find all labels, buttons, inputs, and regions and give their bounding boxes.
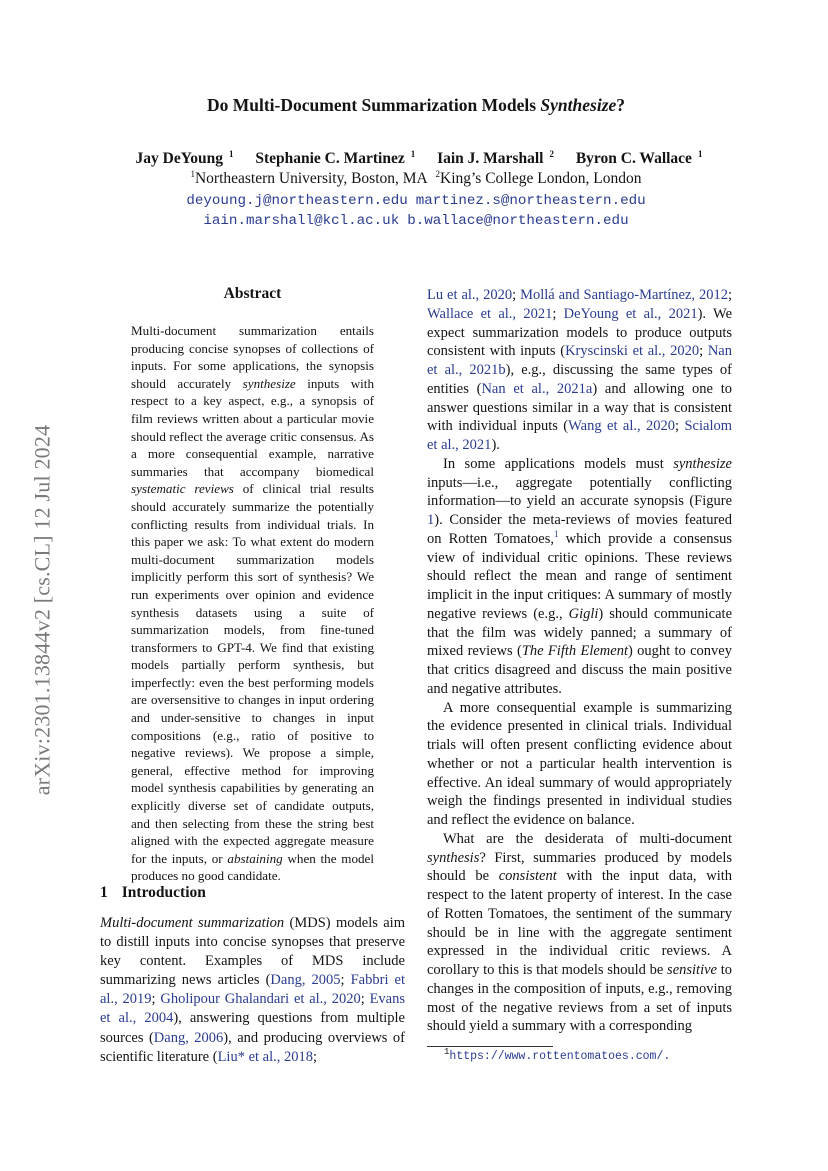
- intro-paragraph: Multi-document summarization (MDS) models aim to distill inputs into concise synopses that preserve key content. Examples of MDS include summarizing news articles (Dang, 2005; Fabbri et al., 2019; Gholipour Ghalandari et al., 2020; Evans et al., 2004), answering questions from multiple sources (Dang, 2006), and producing overviews of scientific literature (Liu* et al., 2018;: [100, 915, 405, 1065]
- body-paragraph: What are the desiderata of multi-document synthesis? First, summaries produced by models should be consistent with the input data, with respect to the latent property of interest. In the case of Rotten Tomatoes, the sentiment of the summary should be in line with the aggregate sentiment expressed in the individual critic reviews. A corollary to this is that models should be sensitive to changes in the composition of inputs, e.g., removing most of the negative reviews from a set of inputs should yield a summary with a corresponding: [427, 830, 733, 1035]
- body-paragraph: In some applications models must synthesize inputs—i.e., aggregate potentially conflicting information—to yield an accurate synopsis (Figure 1). Consider the meta-reviews of movies featured on Rotten Tomatoes,$^1$ which provide a consensus view of individual critic opinions. These reviews should reflect the mean and range of sentiment implicit in the input critiques: A summary of mostly negative reviews (e.g., Gigli) should communicate that the film was widely panned; a summary of mixed reviews (The Fifth Element) ought to convey that critics disagreed and discuss the main positive and negative attributes.: [427, 455, 733, 697]
- citation-link[interactable]: Liu* et al., 2018: [217, 1048, 314, 1065]
- citation-link[interactable]: Lu et al., 2020: [427, 287, 513, 303]
- title-emphasis: Synthesize: [540, 95, 617, 115]
- citation-link[interactable]: Nan et al., 2021a: [481, 380, 593, 397]
- author: Iain J. Marshall $^2$: [437, 148, 554, 167]
- arxiv-identifier: arXiv:2301.13844v2 [cs.CL] 12 Jul 2024: [29, 424, 55, 796]
- email-link[interactable]: iain.marshall@kcl.ac.uk: [203, 213, 400, 229]
- email-link[interactable]: b.wallace@northeastern.edu: [407, 213, 629, 229]
- citation-link[interactable]: Dang, 2005: [270, 972, 341, 989]
- citation-link[interactable]: Gholipour Ghalandari et al., 2020: [160, 991, 361, 1008]
- footnote-url-link[interactable]: https://www.rottentomatoes.com/: [449, 1050, 664, 1063]
- affiliations: $^1$Northeastern University, Boston, MA $^2$King’s College London, London: [190, 168, 642, 187]
- citation-link[interactable]: Wallace et al., 2021: [427, 305, 553, 322]
- figure-link[interactable]: 1: [427, 512, 435, 528]
- citation-link[interactable]: Wang et al., 2020: [568, 418, 676, 435]
- author: Jay DeYoung $^1$: [135, 148, 234, 167]
- footnote: $^1$https://www.rottentomatoes.com/.: [444, 1047, 671, 1063]
- citation-link[interactable]: Fabbri et al., 2019: [100, 972, 405, 1008]
- email-link[interactable]: deyoung.j@northeastern.edu: [186, 193, 408, 209]
- abstract-heading: Abstract: [223, 285, 282, 302]
- citation-link[interactable]: DeYoung et al., 2021: [563, 305, 698, 322]
- email-list: [100, 191, 732, 231]
- citation-link[interactable]: Dang, 2006: [153, 1029, 224, 1046]
- section-heading: 1 Introduction: [100, 884, 206, 901]
- footnote-marker[interactable]: 1: [553, 528, 559, 539]
- citation-link[interactable]: Mollá and Santiago-Martínez, 2012: [520, 287, 728, 303]
- author: Byron C. Wallace $^1$: [575, 148, 703, 167]
- right-column: [427, 286, 732, 1036]
- citation-link[interactable]: Nan et al., 2021b: [427, 343, 732, 378]
- abstract-text: Multi-document summarization entails producing concise synopses of collections of inputs. For some applications, the synopsis should accurately synthesize inputs with respect to a key aspect, e.g., a synopsis of film reviews written about a particular movie should reflect the average critic consensus. As a more consequential example, narrative summaries that accompany biomedical systematic reviews of clinical trial results should accurately summarize the potentially conflicting results from individual trials. In this paper we ask: To what extent do modern multi-document summarization models implicitly perform this sort of synthesis? We run experiments over opinion and evidence synthesis datasets using a suite of summarization models, from fine-tuned transformers to GPT-4. We find that existing models partially perform synthesis, but imperfectly: even the best performing models are oversensitive to changes in input ordering and under-sensitive to changes in input compositions (e.g., ratio of positive to negative reviews). We propose a simple, general, effective method for improving model synthesis capabilities by generating an explicitly diverse set of candidate outputs, and then selecting from these the string best aligned with the expected aggregate measure for the inputs, or abstaining when the model produces no good candidate.: [131, 323, 374, 884]
- email-link[interactable]: martinez.s@northeastern.edu: [415, 193, 646, 209]
- author: Stephanie C. Martinez $^1$: [255, 148, 416, 167]
- affiliation: King’s College London, London: [440, 170, 642, 187]
- paper-title: Do Multi-Document Summarization Models Synthesize?: [206, 95, 626, 115]
- citation-link[interactable]: Evans et al., 2004: [100, 991, 405, 1027]
- affiliation: Northeastern University, Boston, MA: [194, 170, 428, 187]
- citation-link[interactable]: Scialom et al., 2021: [427, 418, 733, 453]
- body-paragraph: A more consequential example is summarizing the evidence presented in clinical trials. Individual trials will often present conflicting evidence about whether or not a particular health intervention is effective. An ideal summary of would appropriately weigh the findings presented in individual studies and reflect the evidence on balance.: [427, 699, 732, 828]
- body-paragraph: Lu et al., 2020; Mollá and Santiago-Martínez, 2012; Wallace et al., 2021; DeYoung et al., 2021). We expect summarization models to produce outputs consistent with inputs (Kryscinski et al., 2020; Nan et al., 2021b), e.g., discussing the same types of entities (Nan et al., 2021a) and allowing one to answer questions similar in a way that is consistent with individual inputs (Wang et al., 2020; Scialom et al., 2021).: [427, 287, 733, 453]
- arxiv-sidebar: [22, 370, 62, 850]
- author-list: [100, 150, 732, 168]
- citation-link[interactable]: Kryscinski et al., 2020: [565, 343, 700, 360]
